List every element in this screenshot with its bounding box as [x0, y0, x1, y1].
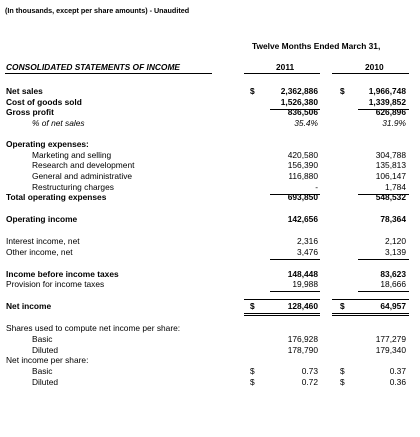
value-2011: 128,460: [287, 301, 318, 311]
subtotal-rule-2011: [270, 291, 320, 292]
double-rule-2011-b: [244, 315, 320, 316]
row-label: Operating income: [6, 214, 78, 224]
row-label: Diluted: [32, 345, 59, 355]
subtotal-rule-2010: [358, 291, 409, 292]
row-label: Net sales: [6, 86, 43, 96]
row-label: Marketing and selling: [32, 150, 112, 160]
value-2010: 626,896: [375, 107, 406, 117]
row-label: Net income: [6, 301, 52, 311]
year-2010-header: 2010: [365, 62, 384, 72]
dollar-sign-2011: $: [250, 86, 255, 96]
row-label: Net income per share:: [6, 355, 89, 365]
double-rule-2010-b: [332, 315, 409, 316]
dollar-sign-2010: $: [340, 301, 345, 311]
value-2010: 1,966,748: [368, 86, 406, 96]
dollar-sign-2010: $: [340, 377, 345, 387]
units-note: (In thousands, except per share amounts) - Unaudited: [5, 6, 190, 15]
value-2010: 548,532: [375, 192, 406, 202]
subtotal-rule-2011: [270, 259, 320, 260]
value-2011: 3,476: [297, 247, 318, 257]
row-label: Research and development: [32, 160, 135, 170]
value-2011: 19,988: [292, 279, 318, 289]
value-2010: 2,120: [385, 236, 406, 246]
row-label: Other income, net: [6, 247, 73, 257]
value-2010: 106,147: [375, 171, 406, 181]
row-label: Interest income, net: [6, 236, 80, 246]
value-2010: 18,666: [380, 279, 406, 289]
value-2010: 179,340: [375, 345, 406, 355]
row-label: Gross profit: [6, 107, 54, 117]
value-2010: 177,279: [375, 334, 406, 344]
value-2010: 0.36: [389, 377, 406, 387]
row-label: Cost of goods sold: [6, 97, 82, 107]
value-2010: 31.9%: [382, 118, 406, 128]
value-2010: 1,339,852: [368, 97, 406, 107]
value-2011: 116,880: [288, 171, 318, 181]
row-label: Diluted: [32, 377, 59, 387]
value-2011: 836,506: [287, 107, 318, 117]
year-2011-header: 2011: [276, 62, 295, 72]
title-underline: [5, 73, 212, 74]
period-header: Twelve Months Ended March 31,: [252, 41, 381, 51]
row-label: % of net sales: [32, 118, 85, 128]
dollar-sign-2011: $: [250, 301, 255, 311]
value-2010: 135,813: [375, 160, 406, 170]
value-2011: 2,316: [297, 236, 318, 246]
row-label: Shares used to compute net income per share:: [6, 323, 181, 333]
row-label: Operating expenses:: [6, 139, 89, 149]
dollar-sign-2011: $: [250, 366, 255, 376]
subtotal-rule-2010: [358, 259, 409, 260]
row-label: Restructuring charges: [32, 182, 114, 192]
value-2011: 176,928: [287, 334, 318, 344]
value-2011: 0.73: [301, 366, 318, 376]
header-underline-2010: [332, 73, 409, 74]
double-rule-2011-a: [244, 313, 320, 314]
row-label: General and administrative: [32, 171, 133, 181]
row-label: Basic: [32, 334, 53, 344]
header-underline-2011: [244, 73, 320, 74]
dollar-sign-2010: $: [340, 86, 345, 96]
row-label: Income before income taxes: [6, 269, 119, 279]
value-2011: 35.4%: [294, 118, 318, 128]
value-2011: -: [315, 182, 318, 192]
row-label: Basic: [32, 366, 53, 376]
row-label: Total operating expenses: [6, 192, 107, 202]
value-2011: 2,362,886: [280, 86, 318, 96]
value-2010: 78,364: [380, 214, 406, 224]
dollar-sign-2011: $: [250, 377, 255, 387]
value-2011: 142,656: [287, 214, 318, 224]
statement-title: CONSOLIDATED STATEMENTS OF INCOME: [6, 62, 181, 72]
row-label: Provision for income taxes: [6, 279, 105, 289]
value-2010: 1,784: [385, 182, 406, 192]
value-2011: 0.72: [301, 377, 318, 387]
value-2011: 420,580: [287, 150, 318, 160]
value-2011: 178,790: [287, 345, 318, 355]
top-rule-2010: [332, 299, 409, 300]
top-rule-2011: [244, 299, 320, 300]
double-rule-2010-a: [332, 313, 409, 314]
value-2010: 304,788: [375, 150, 406, 160]
dollar-sign-2010: $: [340, 366, 345, 376]
value-2010: 0.37: [389, 366, 406, 376]
value-2011: 693,850: [287, 192, 318, 202]
value-2010: 64,957: [380, 301, 406, 311]
value-2010: 3,139: [385, 247, 406, 257]
value-2011: 1,526,380: [280, 97, 318, 107]
value-2011: 156,390: [287, 160, 318, 170]
value-2010: 83,623: [380, 269, 406, 279]
value-2011: 148,448: [287, 269, 318, 279]
